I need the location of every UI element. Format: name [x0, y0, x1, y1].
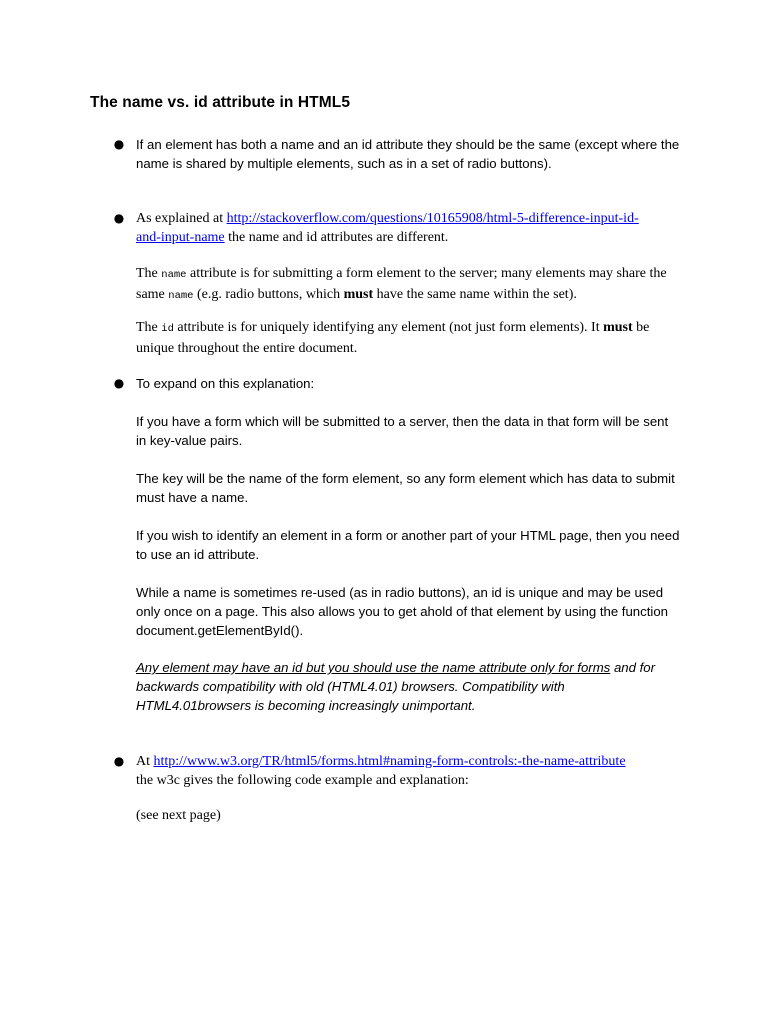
- bullet-marker: ●: [113, 376, 125, 390]
- code-id: id: [161, 323, 174, 335]
- intro-suffix: the name and id attributes are different.: [224, 230, 449, 245]
- code-name: name: [168, 290, 194, 302]
- emphasis-must: must: [603, 320, 633, 335]
- page-title: The name vs. id attribute in HTML5: [90, 94, 351, 111]
- bullet-3-heading: To expand on this explanation:: [136, 376, 315, 391]
- bullet-marker: ●: [113, 137, 125, 151]
- see-next-page-note: (see next page): [136, 808, 221, 823]
- explanation-paragraph-3: If you wish to identify an element in a form or another part of your HTML page, then you need to use an id attribute.: [136, 528, 680, 562]
- id-attribute-paragraph: [136, 318, 681, 358]
- name-attribute-paragraph: [136, 264, 681, 306]
- explanation-paragraph-1: If you have a form which will be submitted to a server, then the data in that form will be sent in key-value pairs.: [136, 414, 669, 448]
- text-span: the w3c gives the following code example and explanation:: [136, 773, 469, 788]
- text-span: The: [136, 266, 162, 281]
- emphasis-must: must: [343, 287, 374, 302]
- code-name: name: [161, 269, 187, 281]
- text-span: (e.g. radio buttons, which: [193, 287, 344, 302]
- text-span: At: [136, 754, 154, 769]
- explanation-paragraph-2: The key will be the name of the form element, so any form element which has data to submit must have a name.: [136, 471, 675, 505]
- text-span: have the same name within the set).: [373, 287, 577, 302]
- bullet-4-text: [136, 752, 696, 790]
- intro-prefix: As explained at: [136, 211, 227, 226]
- text-span: and for backwards compatibility with old (HTML4.01) browsers. Compatibility with HTML4.01browsers is becoming increasingly unimportant.: [136, 660, 656, 713]
- w3c-link[interactable]: http://www.w3.org/TR/html5/forms.html#naming-form-controls:-the-name-attribute: [153, 754, 626, 769]
- underlined-statement: Any element may have an id but you should use the name attribute only for forms: [136, 660, 611, 675]
- text-span: attribute is for uniquely identifying any element (not just form elements). It: [173, 320, 604, 335]
- text-span: be unique throughout the entire document.: [136, 320, 650, 356]
- explanation-paragraph-4: While a name is sometimes re-used (as in radio buttons), an id is unique and may be used only once on a page. This also allows you to get ahold of that element by using the function document.getElementById().: [136, 585, 669, 638]
- text-span: The: [136, 320, 162, 335]
- link-line-1: http://stackoverflow.com/questions/10165908/html-5-difference-input-id-: [226, 211, 639, 226]
- link-line-2: and-input-name: [136, 230, 225, 245]
- bullet-1-text: If an element has both a name and an id attribute they should be the same (except where the name is shared by multiple elements, such as in a set of radio buttons).: [136, 137, 680, 171]
- bullet-marker: ●: [113, 211, 125, 225]
- bullet-marker: ●: [113, 754, 125, 768]
- text-span: attribute is for submitting a form element to the server; many elements may share the same: [136, 266, 667, 302]
- explanation-paragraph-5: [136, 658, 681, 715]
- bullet-2-intro: [136, 209, 681, 247]
